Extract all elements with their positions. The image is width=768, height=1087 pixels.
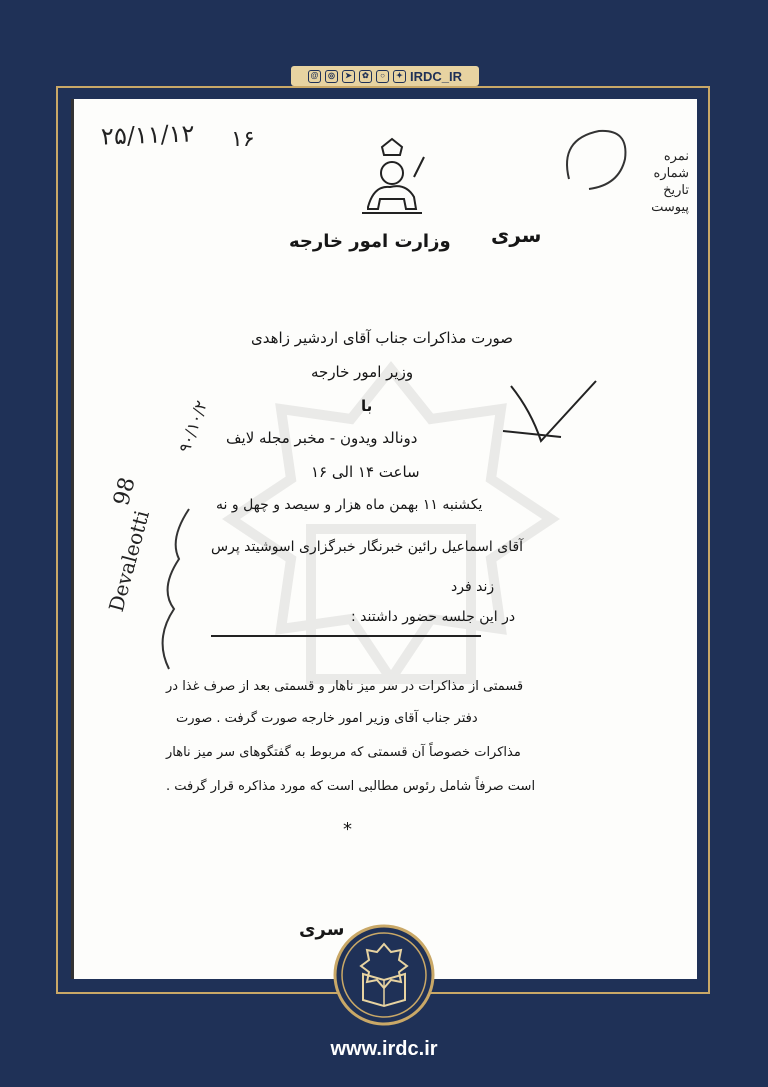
handwritten-circle-mark — [559, 119, 639, 199]
form-margin-labels — [651, 149, 689, 215]
asterisk-mark: * — [343, 819, 352, 840]
classification-footer: سری — [299, 919, 345, 940]
margin-label: تاریخ — [663, 183, 689, 198]
handwritten-date: ۲۵/۱۱/۱۲ — [100, 119, 195, 151]
title-line: وزیر امور خارجه — [311, 363, 414, 381]
lion-and-sun-emblem — [356, 137, 428, 217]
body-line: مذاکرات خصوصاً آن قسمتی که مربوط به گفتگوهای سر میز ناهار — [166, 745, 521, 760]
body-line: دفتر جناب آقای وزیر امور خارجه صورت گرفت . صورت — [176, 711, 478, 726]
body-line: قسمتی از مذاکرات در سر میز ناهار و قسمتی بعد از صرف غذا در — [166, 679, 524, 694]
underline-divider — [211, 635, 481, 637]
handwritten-note: ۹۰/۱۰/۲ — [174, 397, 211, 456]
attendee-line: زند فرد — [451, 579, 495, 595]
margin-label: شماره — [653, 166, 689, 181]
social-bar — [291, 66, 479, 86]
title-line: یکشنبه ۱۱ بهمن ماه هزار و سیصد و چهل و نه — [216, 497, 483, 513]
aparat-icon[interactable]: ✿ — [359, 70, 372, 83]
handwritten-check-mark — [501, 371, 601, 451]
handwritten-note: 98 — [109, 474, 141, 509]
instagram-icon[interactable]: ○ — [376, 70, 389, 83]
irdc-logo — [333, 924, 435, 1026]
ministry-name: وزارت امور خارجه — [289, 231, 451, 252]
social-handle: IRDC_IR — [409, 68, 462, 84]
handwritten-ref-number: ۱۶ — [231, 127, 255, 152]
title-line: دونالد ویدون - مخبر مجله لایف — [226, 429, 418, 447]
handwritten-scribble — [129, 499, 209, 679]
handwritten-signature: Devaleotti — [103, 507, 154, 615]
telegram-icon[interactable]: ➤ — [342, 70, 355, 83]
margin-label: پیوست — [651, 200, 689, 215]
attendee-line: آقای اسماعیل رائین خبرنگار خبرگزاری اسوشیتد پرس — [211, 539, 524, 555]
attendee-line: در این جلسه حضور داشتند : — [351, 609, 516, 625]
irdc-emblem-icon — [333, 924, 435, 1026]
twitter-icon[interactable]: ✦ — [393, 70, 406, 83]
classification-header: سری — [491, 223, 542, 247]
title-line: ساعت ۱۴ الی ۱۶ — [311, 463, 420, 481]
margin-label: نمره — [663, 149, 689, 164]
chat-icon[interactable]: ◎ — [325, 70, 338, 83]
document-page — [71, 99, 697, 979]
title-line: صورت مذاکرات جناب آقای اردشیر زاهدی — [251, 329, 514, 347]
footer-url[interactable]: www.irdc.ir — [330, 1038, 438, 1060]
email-icon[interactable]: @ — [308, 70, 321, 83]
scan-edge — [71, 99, 74, 979]
title-line: با — [361, 397, 373, 415]
body-line: است صرفاً شامل رئوس مطالبی است که مورد مذاکره قرار گرفت . — [166, 779, 536, 794]
